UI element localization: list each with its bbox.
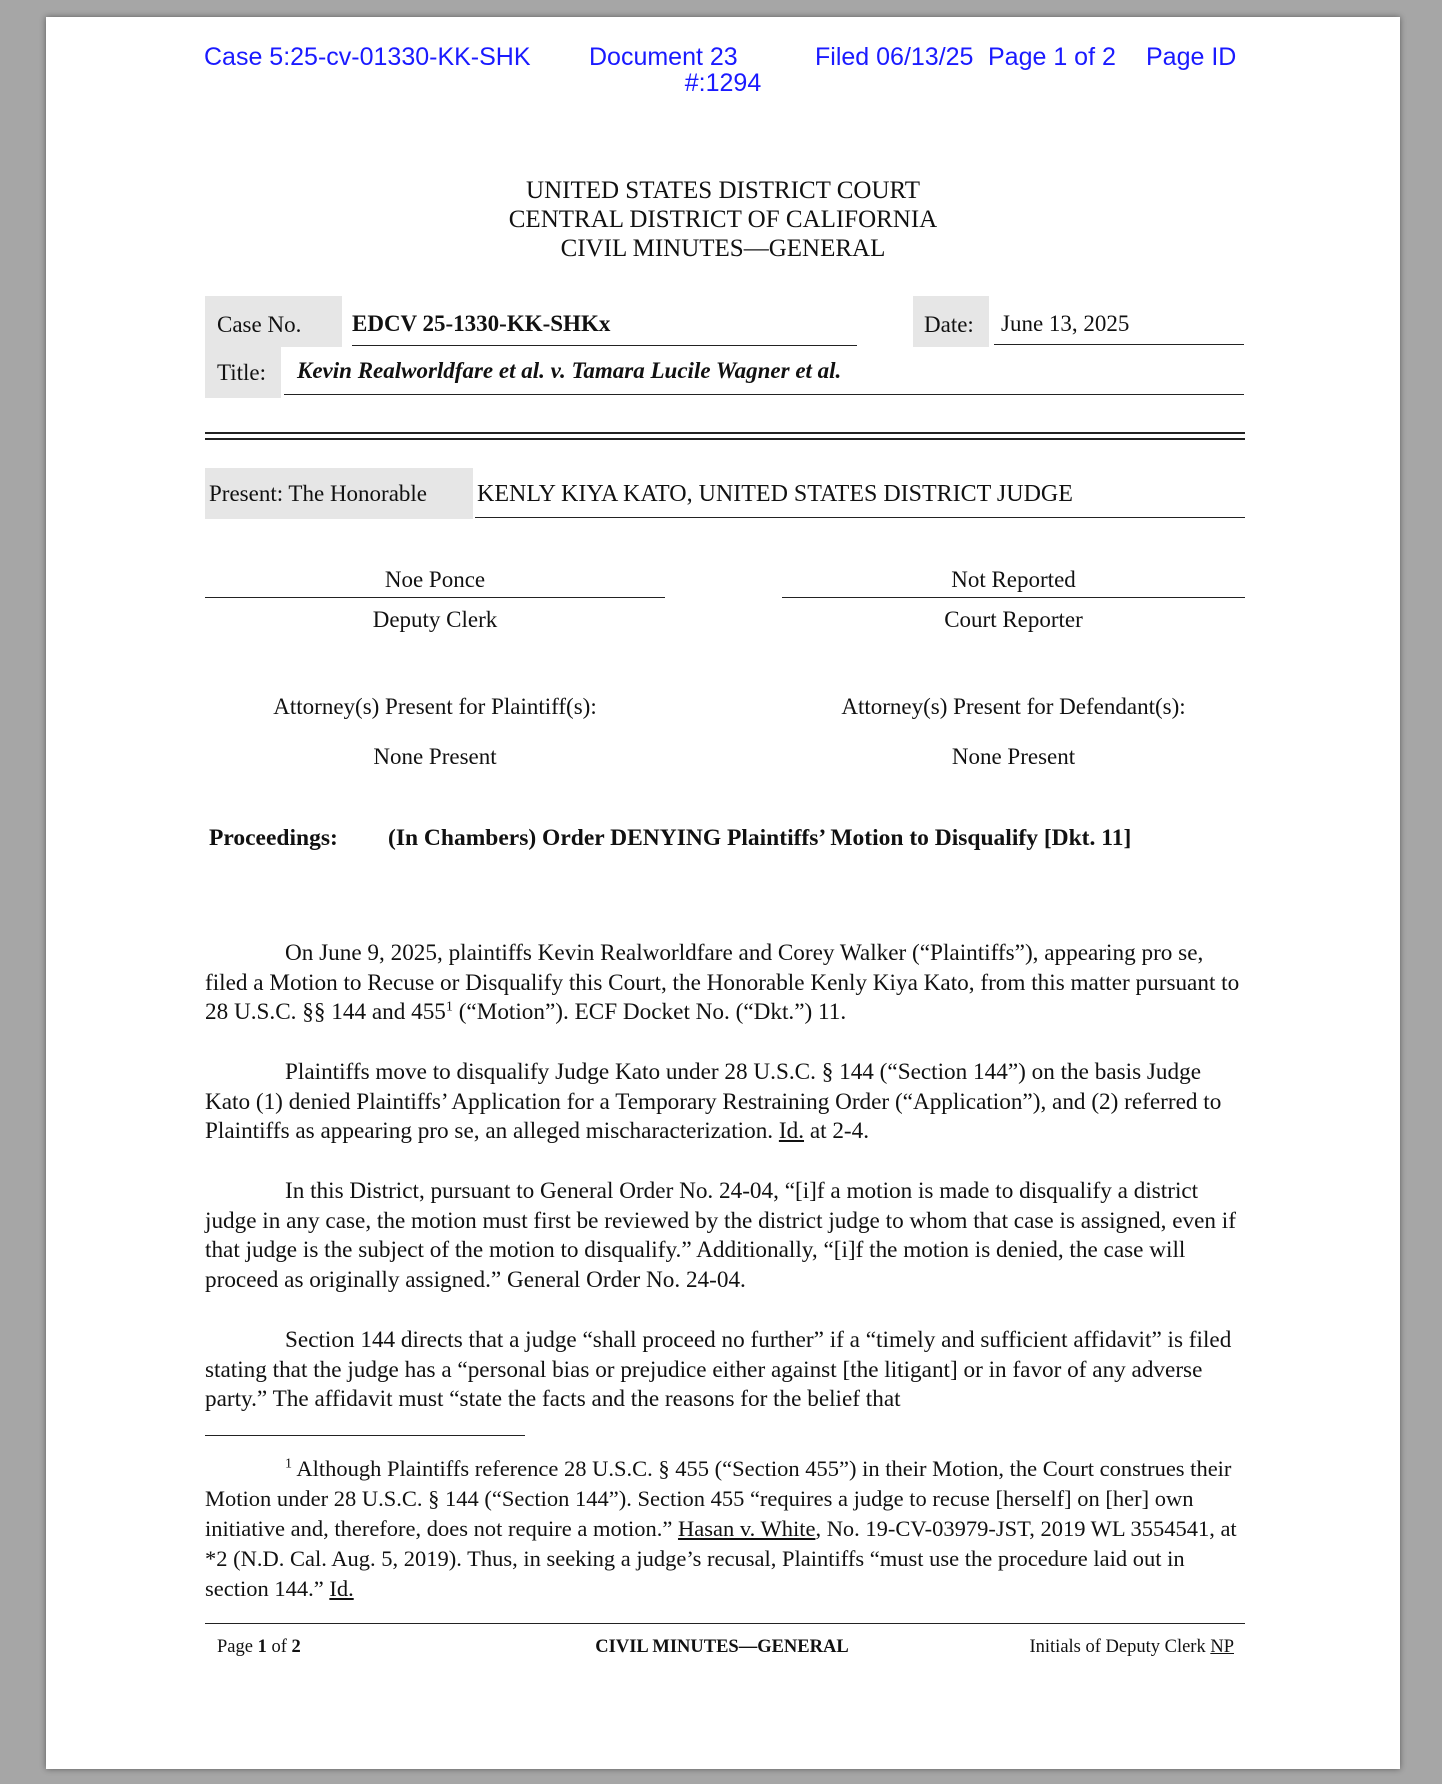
document-page — [46, 17, 1400, 1769]
present-label: Present: The Honorable — [205, 468, 473, 519]
footer-rule — [205, 1623, 1245, 1624]
paragraph-3 — [205, 1177, 1245, 1295]
court-district: CENTRAL DISTRICT OF CALIFORNIA — [508, 206, 938, 233]
proceedings-text: (In Chambers) Order DENYING Plaintiffs’ Motion to Disqualify [Dkt. 11] — [388, 825, 1132, 851]
stamp-page-id-number: #:1294 — [684, 69, 762, 97]
paragraph-1 — [205, 939, 1245, 1028]
paragraph-2 — [205, 1058, 1245, 1147]
stamp-document: Document 23 — [589, 43, 738, 71]
paragraph-1-text: On June 9, 2025, plaintiffs Kevin Realworldfare and Corey Walker (“Plaintiffs”), appearing pro se, filed a Motion to Recuse or Disqualify this Court, the Honorable Kenly Kiya Kato, from this matter pursuant to 28 U.S.C. §§ 144 and 455 — [205, 940, 1240, 1026]
footer-page-current: 1 — [257, 1637, 267, 1657]
paragraph-2-tail: at 2-4. — [804, 1118, 870, 1145]
id-citation: Id. — [778, 1118, 805, 1145]
footer-title: CIVIL MINUTES—GENERAL — [595, 1637, 849, 1657]
presiding-judge: KENLY KIYA KATO, UNITED STATES DISTRICT JUDGE — [475, 468, 1245, 518]
footnote-text-cont: , No. 19-CV-03979-JST, 2019 WL 3554541, at *2 (N.D. Cal. Aug. 5, 2019). Thus, in seeking a judge’s recusal, Plaintiffs “must use the procedure laid out in section 144.” — [205, 1516, 1237, 1601]
title-label: Title: — [205, 347, 281, 398]
footer-initials-value: NP — [1210, 1637, 1234, 1657]
proceedings-label: Proceedings: — [209, 825, 338, 851]
paragraph-4-text: Section 144 directs that a judge “shall proceed no further” if a “timely and sufficient affidavit” is filed stating that the judge has a “personal bias or prejudice either against [the litigant] or in favor of any adverse party.” The affidavit must “state the facts and the reasons for the belief that — [205, 1327, 1232, 1413]
footer-page-total: 2 — [291, 1637, 301, 1657]
minutes-type: CIVIL MINUTES—GENERAL — [560, 235, 886, 262]
plaintiff-attorneys-label: Attorney(s) Present for Plaintiff(s): — [273, 694, 597, 719]
paragraph-3-text: In this District, pursuant to General Order No. 24-04, “[i]f a motion is made to disqualify a district judge in any case, the motion must first be reviewed by the district judge to whom that case is assigned, even if that judge is the subject of the motion to disqualify.” Additionally, “[i]f the motion is denied, the case will proceed as originally assigned.” General Order No. 24-04. — [205, 1178, 1236, 1293]
stamp-case: Case 5:25-cv-01330-KK-SHK — [204, 43, 531, 71]
defendant-attorneys-label: Attorney(s) Present for Defendant(s): — [841, 694, 1186, 719]
footer-page-word: Page — [217, 1637, 253, 1657]
paragraph-1-tail: (“Motion”). ECF Docket No. (“Dkt.”) 11. — [452, 999, 847, 1026]
date-label: Date: — [913, 296, 989, 347]
footnote-text: Although Plaintiffs reference 28 U.S.C. § 455 (“Section 455”) in their Motion, the Court construes their Motion under 28 U.S.C. § 144 (“Section 144”). Section 455 “requires a judge to recuse [herself] on [her] own initiative and, therefore, does not require a motion.” — [205, 1456, 1232, 1541]
stamp-page: Page 1 of 2 — [988, 43, 1116, 71]
footnote-1 — [205, 1454, 1245, 1604]
footnote-number: 1 — [285, 1456, 292, 1472]
paragraph-4 — [205, 1326, 1245, 1415]
stamp-page-id: Page ID — [1146, 43, 1237, 71]
footer-initials — [1029, 1634, 1234, 1660]
paragraph-2-text: Plaintiffs move to disqualify Judge Kato under 28 U.S.C. § 144 (“Section 144”) on the basis Judge Kato (1) denied Plaintiffs’ Application for a Temporary Restraining Order (“Application”), and (2) referred to Plaintiffs as appearing pro se, an alleged mischaracterization. — [205, 1059, 1222, 1145]
footnote-separator — [205, 1435, 525, 1436]
court-reporter-role: Court Reporter — [944, 607, 1083, 632]
deputy-clerk-name: Noe Ponce — [205, 563, 665, 598]
court-name: UNITED STATES DISTRICT COURT — [526, 177, 920, 204]
footer-initials-label: Initials of Deputy Clerk — [1029, 1637, 1206, 1657]
case-title: Kevin Realworldfare et al. v. Tamara Lucile Wagner et al. — [284, 347, 1244, 395]
footnote-ref-1: 1 — [445, 999, 453, 1015]
defendant-attorneys-value: None Present — [951, 744, 1076, 769]
case-no-value: EDCV 25-1330-KK-SHKx — [352, 303, 857, 346]
stamp-filed: Filed 06/13/25 — [815, 43, 974, 71]
case-no-label: Case No. — [205, 296, 342, 347]
plaintiff-attorneys-value: None Present — [373, 744, 497, 769]
date-value: June 13, 2025 — [994, 303, 1244, 345]
double-rule — [205, 432, 1245, 440]
case-citation-link: Hasan v. White — [677, 1516, 816, 1541]
footnote-id-citation: Id. — [329, 1576, 354, 1601]
deputy-clerk-role: Deputy Clerk — [372, 607, 498, 632]
footer-of-word: of — [271, 1637, 287, 1657]
court-reporter-name: Not Reported — [782, 563, 1245, 598]
